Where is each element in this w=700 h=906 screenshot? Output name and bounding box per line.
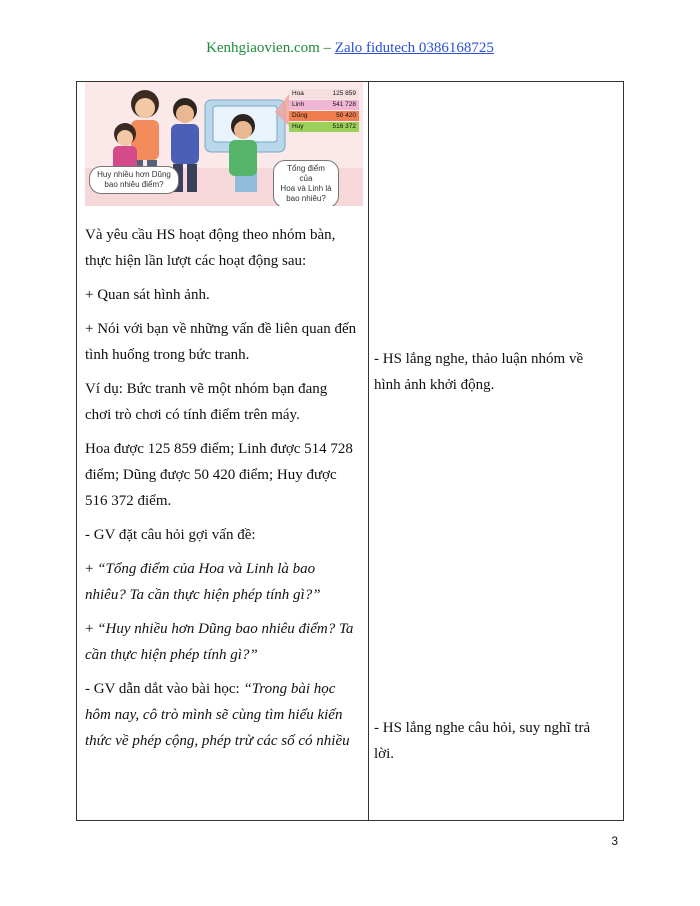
- column-divider: [368, 82, 369, 820]
- student-response-2: [374, 715, 618, 767]
- lesson-table: [76, 81, 624, 821]
- step-discuss-line: tình huống trong bức tranh.: [85, 347, 250, 363]
- step-observe: + Quan sát hình ảnh.: [85, 287, 210, 303]
- bubble-right-line: Hoa và Linh là: [280, 184, 332, 193]
- lead-line: [85, 676, 363, 702]
- score-name: Hoa: [292, 90, 304, 97]
- response-1-line: - HS lắng nghe, thảo luận nhóm về: [374, 351, 584, 367]
- bubble-left-line: Huy nhiều hơn Dũng: [97, 170, 171, 179]
- scores-line: Hoa được 125 859 điểm; Linh được 514 728: [85, 441, 353, 457]
- score-name: Huy: [292, 123, 304, 130]
- question-1-line: nhiêu? Ta cần thực hiện phép tính gì?”: [85, 587, 321, 603]
- page-header: [0, 40, 700, 57]
- score-value: 50 420: [336, 112, 356, 119]
- score-row: [289, 89, 359, 99]
- left-text: [85, 222, 363, 754]
- student-response-1: [374, 346, 618, 398]
- score-row: [289, 100, 359, 110]
- lesson-illustration: [85, 82, 363, 206]
- bubble-right-line: Tổng điểm của: [287, 164, 325, 183]
- score-value: 125 859: [332, 90, 356, 97]
- example-line: Ví dụ: Bức tranh vẽ một nhóm bạn đang: [85, 381, 328, 397]
- score-value: 541 728: [332, 101, 356, 108]
- scores-line: 516 372 điểm.: [85, 493, 172, 509]
- response-1-line: hình ảnh khởi động.: [374, 377, 495, 393]
- site-name: Kenhgiaovien.com: [206, 40, 320, 56]
- page-number: 3: [611, 834, 618, 848]
- lead-line: thức về phép cộng, phép trừ các số có nhiều: [85, 733, 350, 749]
- bubble-left-line: bao nhiêu điểm?: [104, 180, 164, 189]
- score-name: Dũng: [292, 112, 308, 119]
- question-2-text: “Huy nhiều hơn Dũng bao nhiêu điểm? Ta: [97, 621, 354, 637]
- response-2-line: - HS lắng nghe câu hỏi, suy nghĩ trả: [374, 720, 591, 736]
- lead-line: hôm nay, cô trò mình sẽ cùng tìm hiểu kiến: [85, 707, 343, 723]
- lead-prefix: - GV dẫn dắt vào bài học:: [85, 681, 244, 697]
- response-2-line: lời.: [374, 746, 395, 762]
- score-name: Linh: [292, 101, 305, 108]
- speech-bubble-right: [273, 160, 339, 206]
- step-discuss-line: + Nói với bạn về những vấn đề liên quan đến: [85, 321, 357, 337]
- gv-question: - GV đặt câu hỏi gợi vấn đề:: [85, 527, 256, 543]
- bubble-right-line: bao nhiêu?: [286, 194, 326, 203]
- score-table: [289, 89, 359, 133]
- lead-text: “Trong bài học: [243, 681, 336, 697]
- intro-line: Và yêu cầu HS hoạt động theo nhóm bàn,: [85, 227, 336, 243]
- question-1-text: “Tổng điểm của Hoa và Linh là bao: [97, 561, 316, 577]
- scores-line: điểm; Dũng được 50 420 điểm; Huy được: [85, 467, 337, 483]
- question-1-line: [85, 556, 363, 582]
- score-value: 516 372: [332, 123, 356, 130]
- contact-link[interactable]: Zalo fidutech 0386168725: [334, 40, 494, 56]
- intro-line: thực hiện lần lượt các hoạt động sau:: [85, 253, 307, 269]
- score-row: [289, 111, 359, 121]
- speech-bubble-left: [89, 166, 179, 194]
- example-line: chơi trò chơi có tính điểm trên máy.: [85, 407, 300, 423]
- score-row: [289, 122, 359, 132]
- question-1-plus: +: [85, 561, 98, 577]
- question-2-line: cần thực hiện phép tính gì?”: [85, 647, 258, 663]
- question-2-plus: +: [85, 621, 98, 637]
- header-separator: –: [319, 40, 335, 56]
- question-2-line: [85, 616, 363, 642]
